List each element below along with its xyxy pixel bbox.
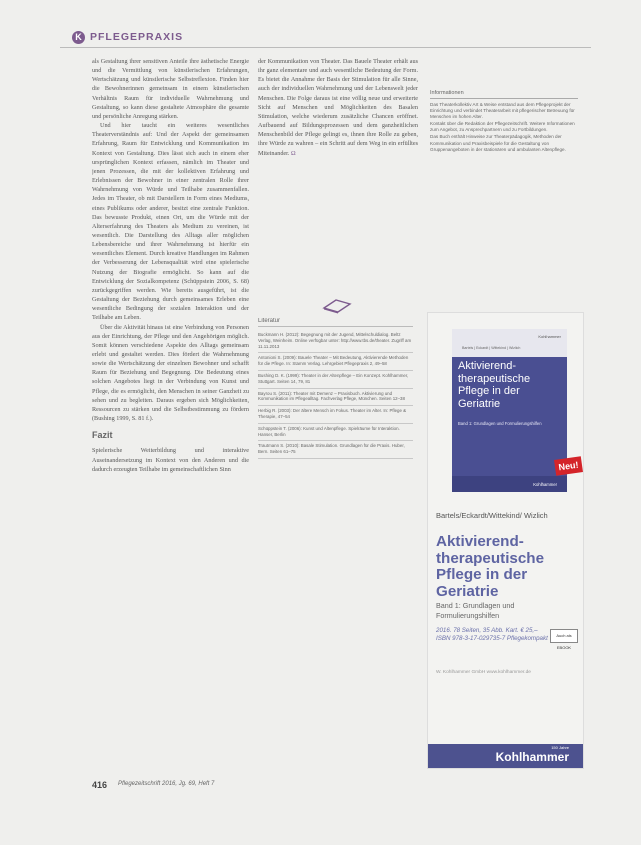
paragraph: Und hier taucht ein weiteres wesentliches Theaterverständnis auf: Und der Aspekt der gemeinsamen Erfahrung, Raum für Entwicklung und Kommunikation im Kontext von Gestaltung. Dies lässt sich auch in einem eher ursprünglichen Kontext erfassen, nämlich im Theater und jenen Prozessen, die mit der kollektiven Erfahrung und Erlebnissen der Bewohner in einer zentralen Rolle ihrer Wahrnehmung von Würde und Teilhabe zusammenfallen. Jedes im Theater, ob mit Darstellern in Form eines Mediums, eines Publikums oder anderer, besitzt eine zentrale Funktion. Das bewusste Produkt, einen Ort, um die Würde mit der Alterserfahrung des Theaters als Medium zu vereinen, ist wesentlich. Die Darstellung des Alltags aller möglichen Lebensbereiche und ihrer Wahrnehmung ist hierfür ein wesentliches Element. Durch kreative Handlungen im Rahmen der Verbesserung der Lebensqualität wird eine spielerische Nutzung der Biografie ermöglicht. So kann auf die Entwicklung der Sozialkompetenz (Schüppstein 2006, S. 68) zurückgegriffen werden. Wie bereits ausgeführt, ist die Gestaltung der Beziehung durch gemeinsames Erleben eine wesentliche Bedingung der sozialen Interaktion und der Teilhabe am Leben. (92, 122, 249, 322)
header-divider (60, 47, 591, 48)
cover-authors: Bartels | Eckardt | Wittekind | Wizlich (462, 346, 521, 350)
journal-reference: Pflegezeitschrift 2016, Jg. 69, Heft 7 (118, 781, 215, 787)
publisher-logo: Kohlhammer (495, 750, 569, 764)
literature-title: Literatur (258, 318, 413, 327)
cover-title: Aktivierend-therapeutische Pflege in der Geriatrie (458, 360, 531, 410)
book-advertisement (427, 312, 584, 769)
body-column-1 (92, 57, 249, 765)
ad-details: 2016. 78 Seiten, 35 Abb. Kart. € 25,– ISBN 978-3-17-029735-7 Pflegekompakt (436, 627, 548, 643)
end-mark: Ω (291, 149, 296, 157)
paragraph: Über die Aktivität hinaus ist eine Verbindung von Personen aus der Einrichtung, der Pflege und den Angehörigen möglich. Somit können verschiedene Aspekte des Alltags gemeinsam erlebt und gestaltet werden. Dies fördert die Wahrnehmung sowie die Wertschätzung der einzelnen Bewohner und schafft Raum für Beziehung und Begegnung. Die Bedeutung eines solchen Angebotes liegt in der Verbindung von Kunst und Pflege, die es ermöglicht, den Menschen in seiner Ganzheit zu sehen und zu begleiten. Daraus ergeben sich Möglichkeiten, Ressourcen zu stärken und die Selbstbestimmung zu fördern (Bushing 1999, S. 81 f.). (92, 323, 249, 423)
literature-item: Schüppstein T. (2006): Kunst und Altenpflege. Spielräume für Interaktion. Hanser, Berlin (258, 424, 413, 442)
info-paragraph: Das Theaterkollektiv Art & Weise entstand aus dem Pflegeprojekt der Einrichtung und verbindet Theaterarbeit mit pflegerischer Betreuung für Menschen im hohen Alter. (430, 102, 575, 120)
paragraph-text: der Kommunikation von Theater. Das Bauele Theater erhält aus ihr ganz elementare und auch wesentliche Bedeutung der Form. Es bietet die Annahme der Basis der Stimulation für alle Sinne, auch der individuellen Wahrnehmung und der Lebenswelt jeder Menschen. Die Folge daraus ist eine völlig neue und erweiterte Sicht auf Menschen und Möglichkeiten des Basalen Stimulation, welche wiederum zusätzliche Chancen eröffnet. Aufbauend auf Bildungsprozessen und dem ganzheitlichen Menschenbild der Pflege gelingt es, ihnen ihre Rolle zu geben, ihre Würde zu wahren – ein Schritt auf dem Weg in ein erfülltes Miteinander. (258, 58, 418, 157)
cover-band: Band 1: Grundlagen und Formulierungshilfen (458, 421, 542, 426)
paragraph (258, 57, 418, 158)
literature-item: Bushing D. K. (1999): Theater in der Altenpflege – Ein Konzept. Kohlhammer, Stuttgart. Seiten 14, 79, 81 (258, 371, 413, 389)
ad-shop-info: W. Kohlhammer GmbH www.kohlhammer.de (436, 670, 531, 675)
cover-footer (452, 476, 567, 492)
book-cover (452, 329, 567, 492)
fazit-heading: Fazit (92, 430, 113, 441)
ad-title: Aktivierend-therapeutische Pflege in der Geriatrie (436, 533, 545, 600)
fazit-paragraph: Spielerische Weiterbildung und interaktive Auseinandersetzung im Kontext von den Anderen und die dadurch erzeugten Teilhabe im gemeinschaftlichen Sinn (92, 447, 249, 473)
info-body (430, 99, 578, 153)
book-icon (322, 296, 352, 314)
literature-item: Buckmann H. (2012): Begegnung mit der Jugend, Mittelschuldialog. Beltz Verlag, Weinheim. Online verfügbar unter: http://www.tbs.de/theater. Zugriff am 11.11.2013 (258, 330, 413, 353)
page-number: 416 (92, 780, 108, 790)
info-paragraph: Das Buch enthält Hinweise zur Theaterpädagogik, Methoden der Kommunikation und Praxisbeispiele für die Gestaltung von Gruppenangeboten in der stationären und ambulanten Altenpflege. (430, 134, 566, 152)
new-badge: Neu! (554, 456, 583, 476)
cover-footer-brand: Kohlhammer (533, 482, 557, 487)
literature-item: Herbig R. (2003): Der ältere Mensch im Fokus. Theater im Alter. In: Pflege & Therapie, 47–54 (258, 406, 413, 424)
publisher-bar (428, 744, 583, 768)
section-title: PFLEGEPRAXIS (90, 31, 184, 43)
ad-band: Band 1: Grundlagen und Formulierungshilfen (436, 601, 515, 620)
body-column-2 (258, 57, 418, 295)
anniversary-mark: 150 Jahre (551, 745, 569, 750)
section-logo-icon: K (72, 31, 85, 44)
cover-publisher: Kohlhammer (538, 334, 561, 339)
info-title: Informationen (430, 90, 578, 99)
paragraph: als Gestaltung ihrer sensitiven Anteile ihre ästhetische Energie und die Vermittlung von künstlerischen Erfahrungen, Wertschätzung und künstlerische Selbstreflexion. Finden hier die Bewohnerinnen gemeinsam in einem künstlerischen Verhältnis Raum für individuelle Wahrnehmung und Gestaltung, so kann diese gestaltete Atmosphäre die gesamte und persönliche Anregung stärken. (92, 58, 249, 120)
literature-item: Bayrou S. (2011): Theater mit Demenz – Praxisbuch. Aktivierung und Kommunikation im Pflegealltag. Fachverlag Pflege, München. Seiten 12–38 (258, 389, 413, 407)
info-paragraph: Kontakt über die Redaktion der Pflegezeitschrift. Weitere Informationen zum Angebot, zu Ansprechpartnern und zu Fortbildungen. (430, 121, 575, 133)
info-box (430, 90, 578, 292)
literature-box (258, 318, 413, 765)
literature-item: Antonioni S. (2009): Bauele Theater – Mit Bedeutung, Aktivierende Methoden für die Pflege. In: Stamm Verlag. Lehrgebiet Pflegepraxis 2, 49–58 (258, 353, 413, 371)
ebook-badge: Auch als EBOOK (550, 629, 578, 643)
literature-item: Trautmann S. (2010): Basale Stimulation. Grundlagen für die Praxis. Huber, Bern. Seiten 61–75 (258, 441, 413, 459)
ad-authors: Bartels/Eckardt/Wittekind/ Wizlich (436, 511, 548, 520)
